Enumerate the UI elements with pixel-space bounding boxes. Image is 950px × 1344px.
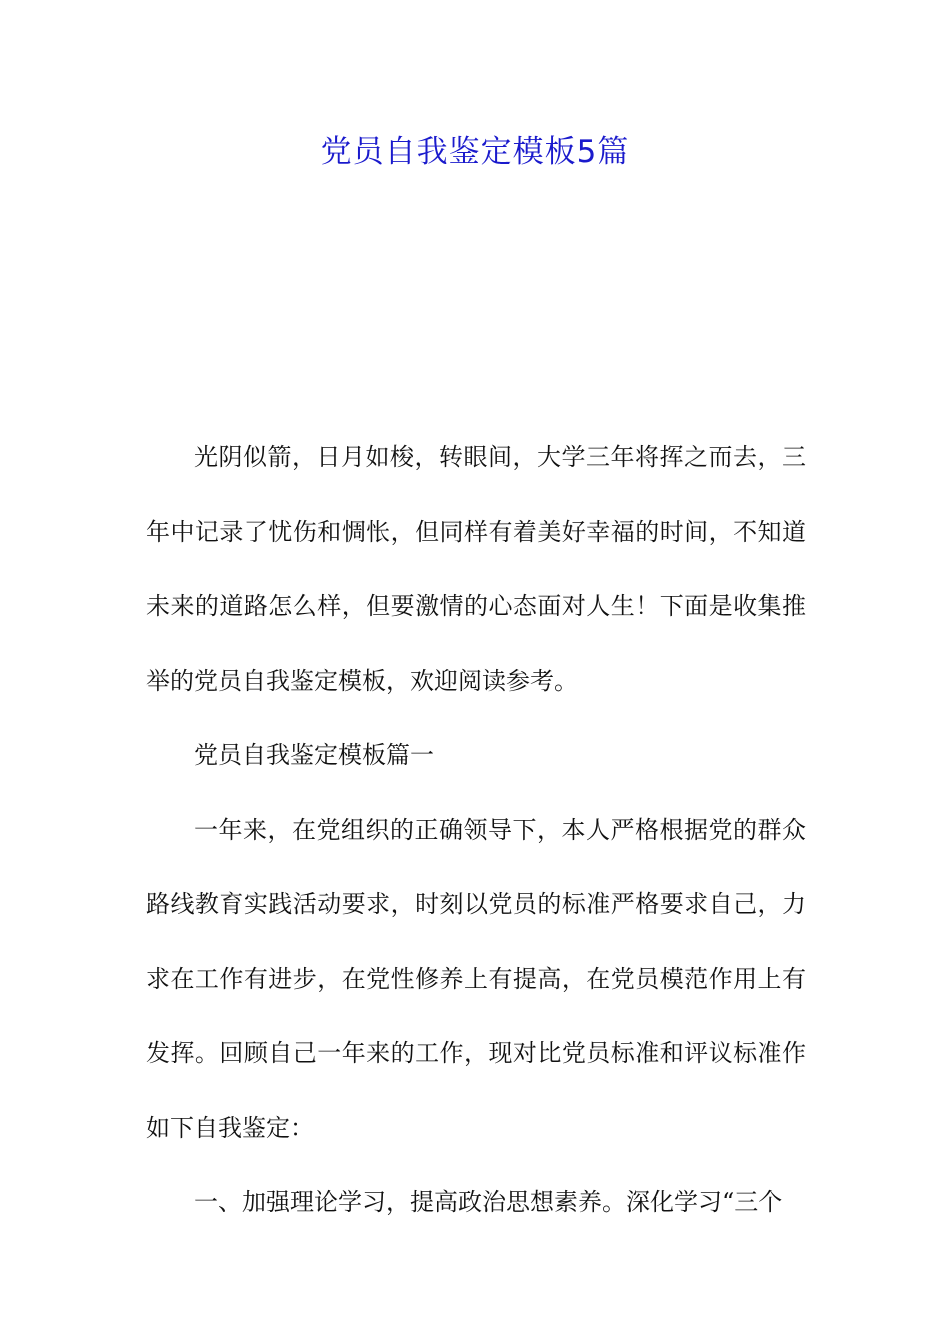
section-heading: 党员自我鉴定模板篇一	[194, 741, 434, 769]
document-body	[146, 420, 806, 1240]
body-paragraph: 一、加强理论学习，提高政治思想素养。深化学习“三个	[194, 1188, 783, 1216]
document-title: 党员自我鉴定模板5篇	[320, 134, 630, 170]
body-paragraph: 一年来，在党组织的正确领导下，本人严格根据党的群众路线教育实践活动要求，时刻以党员的标准严格要求自己，力求在工作有进步，在党性修养上有提高，在党员模范作用上有发挥。回顾自己一年来的工作，现对比党员标准和评议标准作如下自我鉴定：	[146, 815, 806, 1142]
intro-paragraph: 光阴似箭，日月如梭，转眼间，大学三年将挥之而去，三年中记录了忧伤和惆怅，但同样有着美好幸福的时间，不知道未来的道路怎么样，但要激情的心态面对人生！下面是收集推举的党员自我鉴定模板，欢迎阅读参考。	[146, 443, 806, 695]
